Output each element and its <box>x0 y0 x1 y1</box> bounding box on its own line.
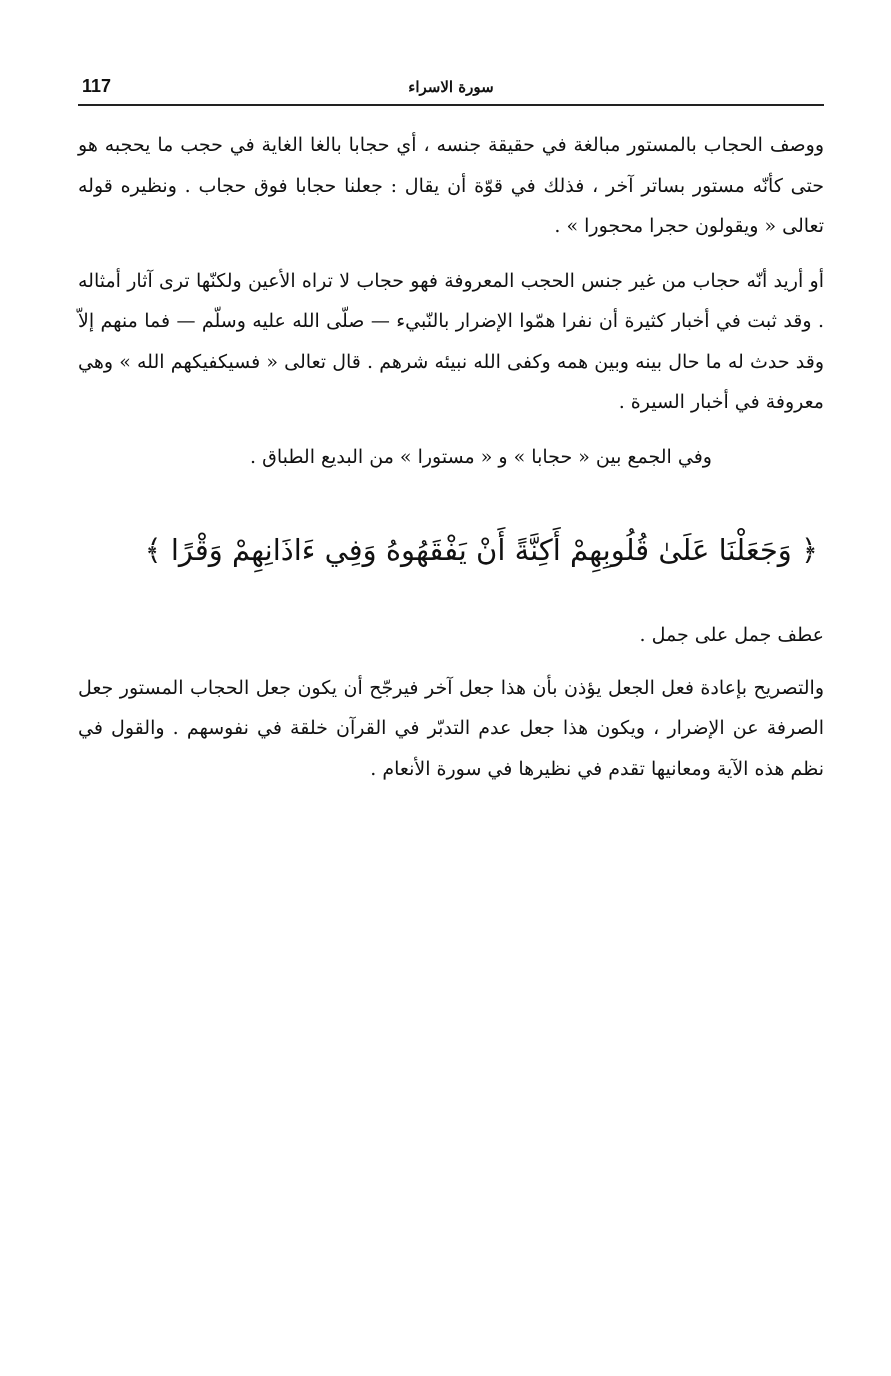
book-page <box>78 70 824 1350</box>
surah-title: سورة الاسراء <box>408 78 494 96</box>
paragraph-tibaq-note: وفي الجمع بين « حجابا » و « مستورا » من البديع الطباق . <box>250 445 712 468</box>
paragraph-conjunction: عطف جمل على جمل . <box>639 624 824 646</box>
paragraph-hijab-description: ووصف الحجاب بالمستور مبالغة في حقيقة جنسه ، أي حجابا بالغا الغاية في حجب ما يحجبه هو حتى كأنّه مستور بساتر آخر ، فذلك في قوّة أن يقال : جعلنا حجابا فوق حجاب . ونظيره قوله تعالى « ويقولون حجرا محجورا » . <box>78 134 824 237</box>
page-number: 117 <box>82 76 112 96</box>
paragraph-explicit-repetition: والتصريح بإعادة فعل الجعل يؤذن بأن هذا جعل آخر فيرجّح أن يكون جعل الحجاب المستور جعل الصرفة عن الإضرار ، ويكون هذا جعل عدم التدبّر في القرآن خلقة في نفوسهم . والقول في نظم هذه الآية ومعانيها تقدم في نظيرها في سورة الأنعام . <box>78 676 824 780</box>
running-header <box>78 70 824 106</box>
paragraph-invisible-hijab: أو أريد أنّه حجاب من غير جنس الحجب المعروفة فهو حجاب لا تراه الأعين ولكنّها ترى آثار أمثاله . وقد ثبت في أخبار كثيرة أن نفرا همّوا الإضرار بالنّبيء — صلّى الله عليه وسلّم — فما منهم إلاّ وقد حدث له ما حال بينه وبين همه وكفى الله نبيئه شرهم . قال تعالى « فسيكفيكهم الله » وهي معروفة في أخبار السيرة . <box>78 269 824 413</box>
quran-verse: ﴿ وَجَعَلْنَا عَلَىٰ قُلُوبِهِمْ أَكِنَّةً أَنْ يَفْقَهُوهُ وَفِي ءَاذَانِهِمْ وَقْرًا ﴾ <box>144 533 818 567</box>
